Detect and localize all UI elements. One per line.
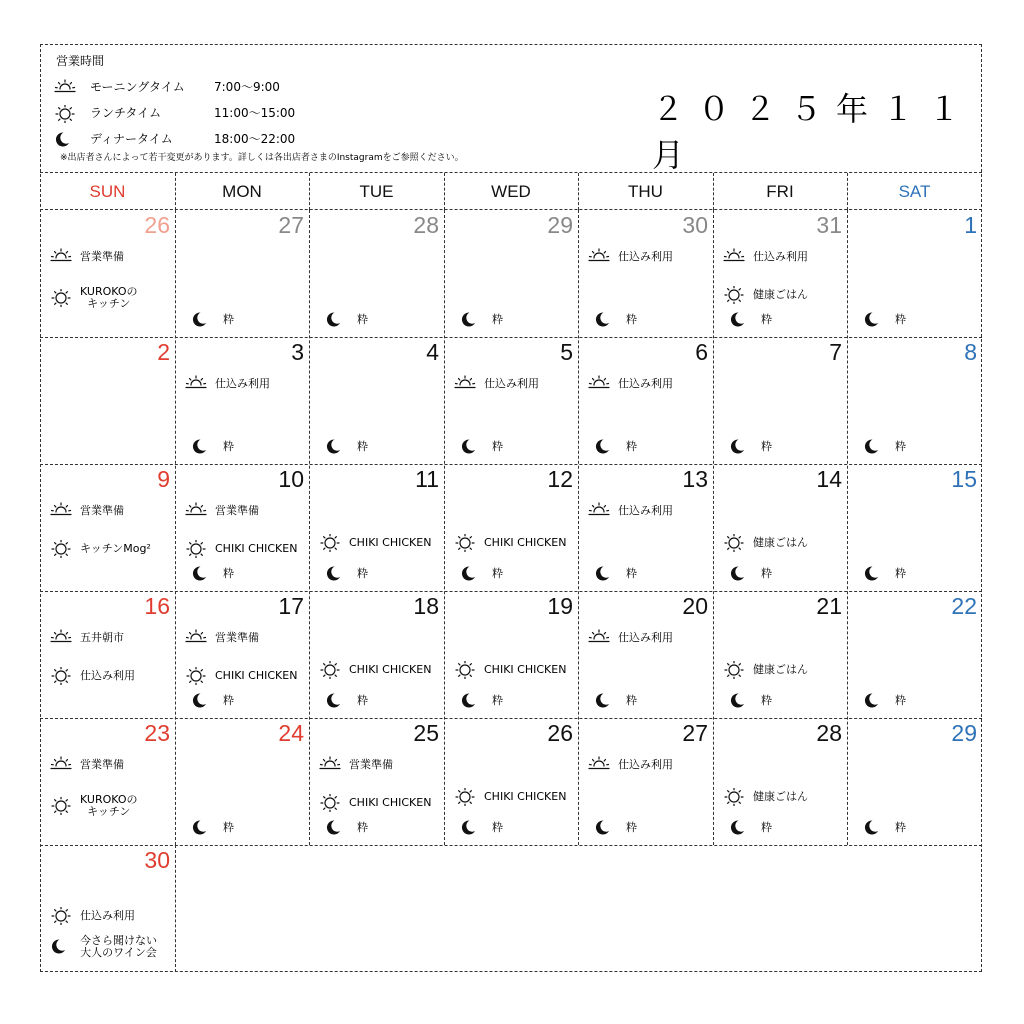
sunrise-icon	[54, 79, 76, 95]
day-cell[interactable]	[309, 591, 444, 718]
notice-text: ※出店者さんによって若干変更があります。詳しくは各出店者さまのInstagramをご参照ください。	[60, 153, 464, 163]
moon-icon	[729, 311, 745, 327]
morning-event	[588, 629, 673, 647]
event-label: 今さら聞けない 大人のワイン会	[80, 934, 157, 959]
day-number: 29	[547, 212, 573, 238]
moon-icon	[460, 565, 476, 581]
day-number: 20	[682, 593, 708, 619]
moon-icon	[863, 692, 879, 708]
sunrise-icon	[50, 248, 72, 266]
moon-icon	[460, 819, 476, 835]
day-cell[interactable]	[578, 718, 713, 845]
event-label: CHIKI CHICKEN	[215, 542, 298, 555]
lunch-event	[723, 661, 808, 679]
dinner-event	[460, 565, 503, 581]
dinner-event	[460, 692, 503, 708]
event-label: 五井朝市	[80, 631, 124, 644]
day-number: 4	[426, 339, 439, 365]
day-number: 25	[413, 720, 439, 746]
event-label: 粋	[357, 440, 368, 453]
lunch-event	[723, 788, 808, 806]
sun-icon	[723, 286, 745, 304]
moon-icon	[325, 692, 341, 708]
lunch-event	[723, 534, 808, 552]
event-label: 粋	[895, 567, 906, 580]
event-label: 粋	[223, 440, 234, 453]
day-cell[interactable]	[444, 591, 578, 718]
weekday-fri: FRI	[766, 182, 794, 201]
dinner-event	[594, 438, 637, 454]
morning-event	[454, 375, 539, 393]
event-label: 仕込み利用	[215, 377, 270, 390]
sunrise-icon	[588, 756, 610, 774]
day-number: 28	[413, 212, 439, 238]
event-label: 粋	[626, 567, 637, 580]
dinner-event	[729, 438, 772, 454]
moon-icon	[325, 311, 341, 327]
event-label: 仕込み利用	[618, 377, 673, 390]
grid-divider	[713, 173, 714, 210]
event-label: 健康ごはん	[753, 790, 808, 803]
event-label: 粋	[492, 440, 503, 453]
event-label: 仕込み利用	[753, 250, 808, 263]
day-cell[interactable]	[847, 718, 982, 845]
lunch-event	[185, 540, 297, 558]
business-hours-title: 営業時間	[56, 54, 105, 68]
event-label: CHIKI CHICKEN	[484, 663, 567, 676]
sun-icon	[723, 534, 745, 552]
moon-icon	[729, 819, 745, 835]
day-cell[interactable]	[578, 591, 713, 718]
sun-icon	[54, 105, 76, 121]
day-number: 26	[547, 720, 573, 746]
morning-event	[588, 756, 673, 774]
event-label: 仕込み利用	[80, 909, 135, 922]
moon-icon	[50, 938, 72, 956]
weekday-header-row	[40, 173, 982, 210]
day-number: 31	[816, 212, 842, 238]
event-label: 営業準備	[80, 504, 124, 517]
morning-event	[185, 375, 270, 393]
day-number: 19	[547, 593, 573, 619]
event-label: 粋	[761, 440, 772, 453]
sun-icon	[319, 661, 341, 679]
day-number: 7	[829, 339, 842, 365]
sunrise-icon	[588, 248, 610, 266]
sun-icon	[50, 907, 72, 925]
event-label: 粋	[761, 694, 772, 707]
morning-event	[50, 629, 124, 647]
sun-icon	[454, 661, 476, 679]
hours-row	[54, 78, 280, 95]
sun-icon	[50, 289, 72, 307]
lunch-event	[50, 286, 138, 310]
day-number: 22	[951, 593, 977, 619]
day-cell[interactable]	[175, 718, 309, 845]
event-label: 粋	[223, 567, 234, 580]
event-label: 粋	[492, 313, 503, 326]
hours-row	[54, 104, 295, 121]
weekday-sun: SUN	[89, 182, 126, 201]
sunrise-icon	[185, 502, 207, 520]
lunch-event	[185, 667, 297, 685]
event-label: 仕込み利用	[484, 377, 539, 390]
day-number: 27	[682, 720, 708, 746]
event-label: 粋	[357, 567, 368, 580]
day-number: 17	[278, 593, 304, 619]
dinner-event	[729, 692, 772, 708]
morning-event	[50, 502, 124, 520]
dinner-event	[191, 438, 234, 454]
hours-row	[54, 130, 295, 147]
moon-icon	[863, 819, 879, 835]
event-label: KUROKOの キッチン	[80, 793, 138, 818]
day-number: 6	[695, 339, 708, 365]
day-number: 12	[547, 466, 573, 492]
morning-event	[723, 248, 808, 266]
event-label: 粋	[357, 694, 368, 707]
day-number: 21	[816, 593, 842, 619]
lunch-event	[454, 788, 566, 806]
day-cell[interactable]	[713, 210, 847, 337]
moon-icon	[191, 311, 207, 327]
sunrise-icon	[588, 502, 610, 520]
lunch-event	[319, 661, 431, 679]
day-cell[interactable]	[40, 464, 175, 591]
event-label: 粋	[223, 821, 234, 834]
day-cell[interactable]	[40, 337, 175, 464]
day-number: 18	[413, 593, 439, 619]
event-label: 仕込み利用	[80, 669, 135, 682]
grid-divider	[175, 173, 176, 210]
event-label: 粋	[626, 440, 637, 453]
day-cell[interactable]	[309, 718, 444, 845]
morning-event	[185, 502, 259, 520]
moon-icon	[594, 692, 610, 708]
event-label: 粋	[492, 821, 503, 834]
moon-icon	[460, 438, 476, 454]
hours-period-time: 18:00〜22:00	[214, 132, 296, 146]
lunch-event	[50, 667, 135, 685]
dinner-event	[594, 819, 637, 835]
event-label: CHIKI CHICKEN	[484, 536, 567, 549]
day-number: 30	[144, 847, 170, 873]
event-label: CHIKI CHICKEN	[349, 663, 432, 676]
day-cell[interactable]	[713, 337, 847, 464]
event-label: 粋	[492, 567, 503, 580]
sunrise-icon	[185, 375, 207, 393]
weekday-mon: MON	[222, 182, 262, 201]
lunch-event	[319, 534, 431, 552]
day-cell[interactable]	[175, 591, 309, 718]
day-cell[interactable]	[444, 464, 578, 591]
moon-icon	[54, 131, 76, 147]
event-label: 粋	[895, 440, 906, 453]
day-cell[interactable]	[175, 210, 309, 337]
moon-icon	[191, 565, 207, 581]
event-label: 仕込み利用	[618, 250, 673, 263]
grid-divider	[309, 173, 310, 210]
event-label: 粋	[895, 821, 906, 834]
sunrise-icon	[454, 375, 476, 393]
dinner-event	[325, 692, 368, 708]
sun-icon	[723, 661, 745, 679]
dinner-event	[594, 692, 637, 708]
moon-icon	[594, 565, 610, 581]
event-label: 粋	[626, 313, 637, 326]
event-label: 粋	[492, 694, 503, 707]
moon-icon	[594, 438, 610, 454]
event-label: 粋	[895, 313, 906, 326]
event-label: 仕込み利用	[618, 504, 673, 517]
day-cell[interactable]	[578, 464, 713, 591]
lunch-event	[50, 907, 135, 925]
lunch-event	[50, 540, 151, 558]
moon-icon	[325, 565, 341, 581]
event-label: 粋	[626, 694, 637, 707]
hours-period-time: 7:00〜9:00	[214, 80, 280, 94]
calendar-header	[40, 44, 982, 173]
lunch-event	[454, 534, 566, 552]
day-number: 29	[951, 720, 977, 746]
event-label: 営業準備	[349, 758, 393, 771]
grid-divider	[40, 845, 982, 846]
moon-icon	[594, 311, 610, 327]
dinner-event	[863, 565, 906, 581]
day-cell[interactable]	[578, 337, 713, 464]
lunch-event	[319, 794, 431, 812]
dinner-event	[460, 311, 503, 327]
dinner-event	[325, 565, 368, 581]
event-label: CHIKI CHICKEN	[215, 669, 298, 682]
event-label: 営業準備	[215, 631, 259, 644]
day-cell[interactable]	[309, 464, 444, 591]
sunrise-icon	[588, 375, 610, 393]
day-cell[interactable]	[40, 718, 175, 845]
hours-period-name: ディナータイム	[90, 132, 173, 146]
morning-event	[588, 375, 673, 393]
event-label: 粋	[357, 313, 368, 326]
day-cell[interactable]	[444, 718, 578, 845]
moon-icon	[863, 565, 879, 581]
day-number: 16	[144, 593, 170, 619]
day-cell[interactable]	[309, 210, 444, 337]
dinner-event	[191, 819, 234, 835]
weekday-tue: TUE	[359, 182, 394, 201]
day-cell[interactable]	[847, 337, 982, 464]
morning-event	[50, 248, 124, 266]
moon-icon	[191, 438, 207, 454]
moon-icon	[863, 438, 879, 454]
day-number: 15	[951, 466, 977, 492]
dinner-event	[191, 692, 234, 708]
day-number: 28	[816, 720, 842, 746]
dinner-event	[325, 438, 368, 454]
sunrise-icon	[319, 756, 341, 774]
hours-period-name: モーニングタイム	[90, 80, 185, 94]
grid-divider	[175, 845, 176, 972]
dinner-event	[863, 692, 906, 708]
morning-event	[588, 248, 673, 266]
event-label: 仕込み利用	[618, 631, 673, 644]
event-label: キッチンMog²	[80, 542, 151, 555]
event-label: 健康ごはん	[753, 288, 808, 301]
day-number: 2	[157, 339, 170, 365]
day-cell[interactable]	[40, 210, 175, 337]
sun-icon	[50, 797, 72, 815]
day-cell[interactable]	[847, 210, 982, 337]
event-label: 営業準備	[80, 250, 124, 263]
day-number: 5	[560, 339, 573, 365]
moon-icon	[460, 692, 476, 708]
grid-divider	[847, 173, 848, 210]
sun-icon	[319, 794, 341, 812]
moon-icon	[325, 438, 341, 454]
dinner-event	[325, 311, 368, 327]
grid-divider	[444, 173, 445, 210]
moon-icon	[460, 311, 476, 327]
day-number: 27	[278, 212, 304, 238]
dinner-event	[594, 565, 637, 581]
sun-icon	[50, 667, 72, 685]
event-label: 粋	[223, 694, 234, 707]
day-number: 1	[964, 212, 977, 238]
morning-event	[588, 502, 673, 520]
event-label: 健康ごはん	[753, 663, 808, 676]
sun-icon	[185, 667, 207, 685]
sunrise-icon	[50, 756, 72, 774]
day-number: 13	[682, 466, 708, 492]
event-label: CHIKI CHICKEN	[349, 796, 432, 809]
lunch-event	[723, 286, 808, 304]
event-label: 健康ごはん	[753, 536, 808, 549]
day-number: 26	[144, 212, 170, 238]
sunrise-icon	[723, 248, 745, 266]
dinner-event	[863, 819, 906, 835]
sun-icon	[185, 540, 207, 558]
day-number: 30	[682, 212, 708, 238]
day-number: 9	[157, 466, 170, 492]
weekday-sat: SAT	[898, 182, 931, 201]
event-label: 仕込み利用	[618, 758, 673, 771]
sun-icon	[454, 534, 476, 552]
dinner-event	[594, 311, 637, 327]
day-cell[interactable]	[847, 591, 982, 718]
event-label: 粋	[761, 821, 772, 834]
day-cell[interactable]	[309, 337, 444, 464]
dinner-event	[325, 819, 368, 835]
day-cell[interactable]	[578, 210, 713, 337]
sunrise-icon	[588, 629, 610, 647]
day-cell[interactable]	[713, 464, 847, 591]
moon-icon	[191, 692, 207, 708]
event-label: CHIKI CHICKEN	[349, 536, 432, 549]
sun-icon	[723, 788, 745, 806]
lunch-event	[50, 794, 138, 818]
dinner-event	[460, 819, 503, 835]
morning-event	[185, 629, 259, 647]
dinner-event	[863, 311, 906, 327]
event-label: 営業準備	[80, 758, 124, 771]
event-label: 粋	[357, 821, 368, 834]
event-label: 粋	[761, 313, 772, 326]
day-number: 8	[964, 339, 977, 365]
morning-event	[50, 756, 124, 774]
day-number: 3	[291, 339, 304, 365]
moon-icon	[863, 311, 879, 327]
day-cell[interactable]	[444, 210, 578, 337]
dinner-event	[191, 565, 234, 581]
day-cell[interactable]	[847, 464, 982, 591]
event-label: 粋	[626, 821, 637, 834]
dinner-event	[460, 438, 503, 454]
day-number: 14	[816, 466, 842, 492]
day-cell[interactable]	[175, 464, 309, 591]
dinner-event	[50, 935, 157, 959]
grid-divider	[578, 173, 579, 210]
event-label: CHIKI CHICKEN	[484, 790, 567, 803]
weekday-wed: WED	[491, 182, 531, 201]
day-cell[interactable]	[40, 591, 175, 718]
weekday-thu: THU	[628, 182, 663, 201]
event-label: 営業準備	[215, 504, 259, 517]
sun-icon	[454, 788, 476, 806]
hours-period-name: ランチタイム	[90, 106, 162, 120]
day-number: 24	[278, 720, 304, 746]
day-cell[interactable]	[444, 337, 578, 464]
moon-icon	[325, 819, 341, 835]
event-label: 粋	[761, 567, 772, 580]
sun-icon	[319, 534, 341, 552]
dinner-event	[863, 438, 906, 454]
day-cell[interactable]	[40, 845, 175, 972]
sun-icon	[50, 540, 72, 558]
moon-icon	[729, 438, 745, 454]
day-number: 10	[278, 466, 304, 492]
dinner-event	[729, 311, 772, 327]
moon-icon	[729, 565, 745, 581]
event-label: 粋	[223, 313, 234, 326]
dinner-event	[729, 565, 772, 581]
event-label: KUROKOの キッチン	[80, 285, 138, 310]
morning-event	[319, 756, 393, 774]
moon-icon	[729, 692, 745, 708]
sunrise-icon	[50, 629, 72, 647]
event-label: 粋	[895, 694, 906, 707]
hours-period-time: 11:00〜15:00	[214, 106, 296, 120]
day-number: 23	[144, 720, 170, 746]
day-cell[interactable]	[713, 591, 847, 718]
moon-icon	[594, 819, 610, 835]
dinner-event	[191, 311, 234, 327]
sunrise-icon	[50, 502, 72, 520]
day-number: 11	[415, 466, 439, 492]
lunch-event	[454, 661, 566, 679]
day-cell[interactable]	[175, 337, 309, 464]
moon-icon	[191, 819, 207, 835]
dinner-event	[729, 819, 772, 835]
month-title: ２０２５年１１月	[652, 90, 975, 174]
sunrise-icon	[185, 629, 207, 647]
day-cell[interactable]	[713, 718, 847, 845]
